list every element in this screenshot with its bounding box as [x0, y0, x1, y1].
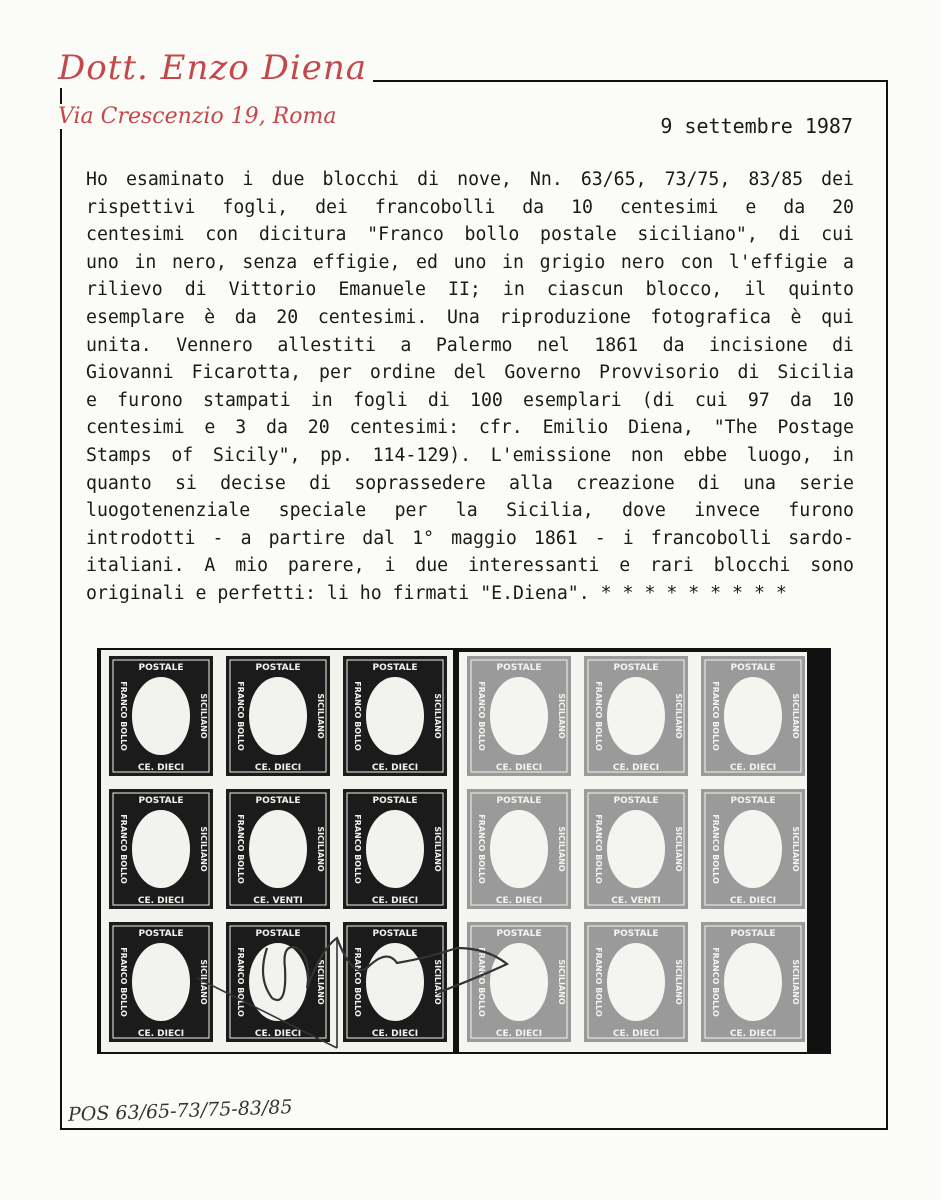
stamp-side-label-left: FRANCO BOLLO — [353, 681, 362, 751]
stamp-side-label-right: SICILIANO — [791, 826, 800, 872]
stamp-value-label: CE. DIECI — [495, 763, 543, 773]
stamp-value-label: CE. DIECI — [137, 896, 185, 906]
stamp-side-label-right: SICILIANO — [791, 959, 800, 1005]
stamp-value-label: CE. DIECI — [371, 763, 419, 773]
stamp-side-label-right: SICILIANO — [791, 693, 800, 739]
stamp-value-label: CE. DIECI — [495, 896, 543, 906]
stamp-top-label: POSTALE — [613, 663, 659, 673]
stamp-top-label: POSTALE — [730, 929, 776, 939]
stamp-top-label: POSTALE — [372, 663, 418, 673]
stamp-side-label-right: SICILIANO — [316, 959, 325, 1005]
stamp-top-label: POSTALE — [496, 663, 542, 673]
stamp-top-label: POSTALE — [138, 663, 184, 673]
stamp-oval — [725, 944, 781, 1020]
stamp-value-label: CE. DIECI — [371, 896, 419, 906]
grey-stamp — [701, 922, 805, 1042]
stamp-top-label: POSTALE — [372, 796, 418, 806]
stamp-side-label-right: SICILIANO — [674, 959, 683, 1005]
stamp-value-label: CE. DIECI — [729, 763, 777, 773]
stamp-side-label-left: FRANCO BOLLO — [119, 814, 128, 884]
grey-stamp — [467, 922, 571, 1042]
body-line: centesimi con dicitura "Franco bollo postale siciliano", di cui — [86, 224, 854, 246]
black-stamp — [226, 922, 330, 1042]
stamp-top-label: POSTALE — [138, 796, 184, 806]
stamp-oval — [133, 944, 189, 1020]
stamp-side-label-left: FRANCO BOLLO — [594, 681, 603, 751]
stamp-top-label: POSTALE — [255, 796, 301, 806]
stamp-top-label: POSTALE — [372, 929, 418, 939]
body-line: uno in nero, senza effigie, ed uno in grigio nero con l'effigie a — [86, 251, 854, 273]
pencil-position-note: POS 63/65-73/75-83/85 — [67, 1096, 293, 1126]
stamp-side-label-left: FRANCO BOLLO — [477, 947, 486, 1017]
grey-stamp — [584, 922, 688, 1042]
body-line: esemplare è da 20 centesimi. Una riproduzione fotografica è qui — [86, 306, 854, 328]
black-stamp — [109, 656, 213, 776]
stamp-side-label-left: FRANCO BOLLO — [711, 947, 720, 1017]
body-line: quanto si decise di soprassedere alla creazione di una serie — [86, 472, 854, 494]
grey-stamp — [701, 789, 805, 909]
grey-stamp — [584, 656, 688, 776]
body-line: rilievo di Vittorio Emanuele II; in ciascun blocco, il quinto — [86, 279, 854, 301]
stamp-side-label-right: SICILIANO — [557, 826, 566, 872]
black-stamp — [343, 656, 447, 776]
body-line: centesimi e 3 da 20 centesimi: cfr. Emilio Diena, "The Postage — [86, 417, 854, 439]
stamp-oval — [725, 811, 781, 887]
black-stamp-block — [109, 656, 447, 1042]
stamp-top-label: POSTALE — [730, 796, 776, 806]
grey-stamp — [467, 656, 571, 776]
stamp-oval — [608, 944, 664, 1020]
stamp-side-label-left: FRANCO BOLLO — [353, 814, 362, 884]
stamp-oval — [608, 811, 664, 887]
stamp-side-label-left: FRANCO BOLLO — [236, 814, 245, 884]
stamp-value-label: CE. DIECI — [137, 1029, 185, 1039]
stamp-oval — [725, 678, 781, 754]
body-line: luogotenenziale speciale per la Sicilia, dove invece furono — [86, 500, 854, 522]
grey-stamp — [584, 789, 688, 909]
stamp-value-label: CE. DIECI — [612, 763, 660, 773]
certificate-body — [86, 166, 854, 608]
stamp-side-label-right: SICILIANO — [316, 826, 325, 872]
stamp-blocks-photo — [97, 648, 831, 1054]
stamp-side-label-right: SICILIANO — [433, 959, 442, 1005]
body-line: originali e perfetti: li ho firmati "E.Diena". * * * * * * * * * — [86, 582, 787, 604]
stamp-side-label-right: SICILIANO — [316, 693, 325, 739]
stamp-side-label-left: FRANCO BOLLO — [477, 681, 486, 751]
stamp-value-label: CE. VENTI — [253, 896, 303, 906]
body-line: italiani. A mio parere, i due interessanti e rari blocchi sono — [86, 555, 854, 577]
stamp-side-label-right: SICILIANO — [199, 693, 208, 739]
stamp-side-label-left: FRANCO BOLLO — [236, 681, 245, 751]
stamp-top-label: POSTALE — [730, 663, 776, 673]
stamp-top-label: POSTALE — [496, 796, 542, 806]
letterhead-name: Dott. Enzo Diena — [52, 48, 373, 88]
stamp-oval — [491, 944, 547, 1020]
stamp-value-label: CE. DIECI — [254, 1029, 302, 1039]
stamp-value-label: CE. DIECI — [729, 1029, 777, 1039]
stamp-side-label-left: FRANCO BOLLO — [711, 681, 720, 751]
stamp-oval — [250, 678, 306, 754]
grey-stamp — [467, 789, 571, 909]
stamp-oval — [133, 678, 189, 754]
stamp-side-label-right: SICILIANO — [674, 826, 683, 872]
stamp-top-label: POSTALE — [255, 929, 301, 939]
stamp-value-label: CE. DIECI — [495, 1029, 543, 1039]
stamp-side-label-left: FRANCO BOLLO — [594, 947, 603, 1017]
stamp-side-label-right: SICILIANO — [199, 826, 208, 872]
stamp-oval — [250, 811, 306, 887]
stamp-side-label-left: FRANCO BOLLO — [594, 814, 603, 884]
body-line: rispettivi fogli, dei francobolli da 10 centesimi e da 20 — [86, 196, 854, 218]
stamp-top-label: POSTALE — [496, 929, 542, 939]
stamp-side-label-right: SICILIANO — [199, 959, 208, 1005]
stamp-side-label-left: FRANCO BOLLO — [119, 681, 128, 751]
body-line: Stamps of Sicily", pp. 114-129). L'emissione non ebbe luogo, in — [86, 444, 854, 466]
stamp-side-label-left: FRANCO BOLLO — [711, 814, 720, 884]
stamp-value-label: CE. DIECI — [729, 896, 777, 906]
black-stamp — [226, 789, 330, 909]
grey-stamp-block — [467, 656, 805, 1042]
black-stamp — [109, 789, 213, 909]
black-stamp — [343, 789, 447, 909]
stamp-value-label: CE. DIECI — [254, 763, 302, 773]
stamp-oval — [491, 811, 547, 887]
stamp-side-label-left: FRANCO BOLLO — [119, 947, 128, 1017]
stamp-side-label-right: SICILIANO — [433, 826, 442, 872]
stamp-oval — [608, 678, 664, 754]
body-line: Ho esaminato i due blocchi di nove, Nn. 63/65, 73/75, 83/85 dei — [86, 169, 854, 190]
certificate-date: 9 settembre 1987 — [660, 114, 853, 138]
stamp-blocks-svg — [97, 648, 831, 1054]
body-line: unita. Vennero allestiti a Palermo nel 1861 da incisione di — [86, 334, 854, 356]
grey-stamp — [701, 656, 805, 776]
stamp-value-label: CE. DIECI — [612, 1029, 660, 1039]
stamp-side-label-left: FRANCO BOLLO — [236, 947, 245, 1017]
body-line: introdotti - a partire dal 1° maggio 1861 - i francobolli sardo- — [86, 527, 854, 549]
stamp-side-label-right: SICILIANO — [674, 693, 683, 739]
black-stamp — [226, 656, 330, 776]
stamp-top-label: POSTALE — [138, 929, 184, 939]
stamp-top-label: POSTALE — [613, 929, 659, 939]
stamp-side-label-right: SICILIANO — [557, 693, 566, 739]
body-line: Giovanni Ficarotta, per ordine del Governo Provvisorio di Sicilia — [86, 362, 854, 384]
stamp-side-label-left: FRANCO BOLLO — [477, 814, 486, 884]
stamp-top-label: POSTALE — [255, 663, 301, 673]
stamp-value-label: CE. DIECI — [371, 1029, 419, 1039]
letterhead-address: Via Crescenzio 19, Roma — [54, 104, 340, 129]
stamp-side-label-right: SICILIANO — [433, 693, 442, 739]
stamp-oval — [367, 811, 423, 887]
stamp-oval — [133, 811, 189, 887]
stamp-oval — [367, 678, 423, 754]
stamp-side-label-right: SICILIANO — [557, 959, 566, 1005]
body-line: e furono stampati in fogli di 100 esemplari (di cui 97 da 10 — [86, 389, 854, 411]
black-stamp — [343, 922, 447, 1042]
black-stamp — [109, 922, 213, 1042]
stamp-value-label: CE. VENTI — [611, 896, 661, 906]
stamp-value-label: CE. DIECI — [137, 763, 185, 773]
stamp-side-label-left: FRANCO BOLLO — [353, 947, 362, 1017]
stamp-top-label: POSTALE — [613, 796, 659, 806]
stamp-oval — [367, 944, 423, 1020]
stamp-oval — [491, 678, 547, 754]
